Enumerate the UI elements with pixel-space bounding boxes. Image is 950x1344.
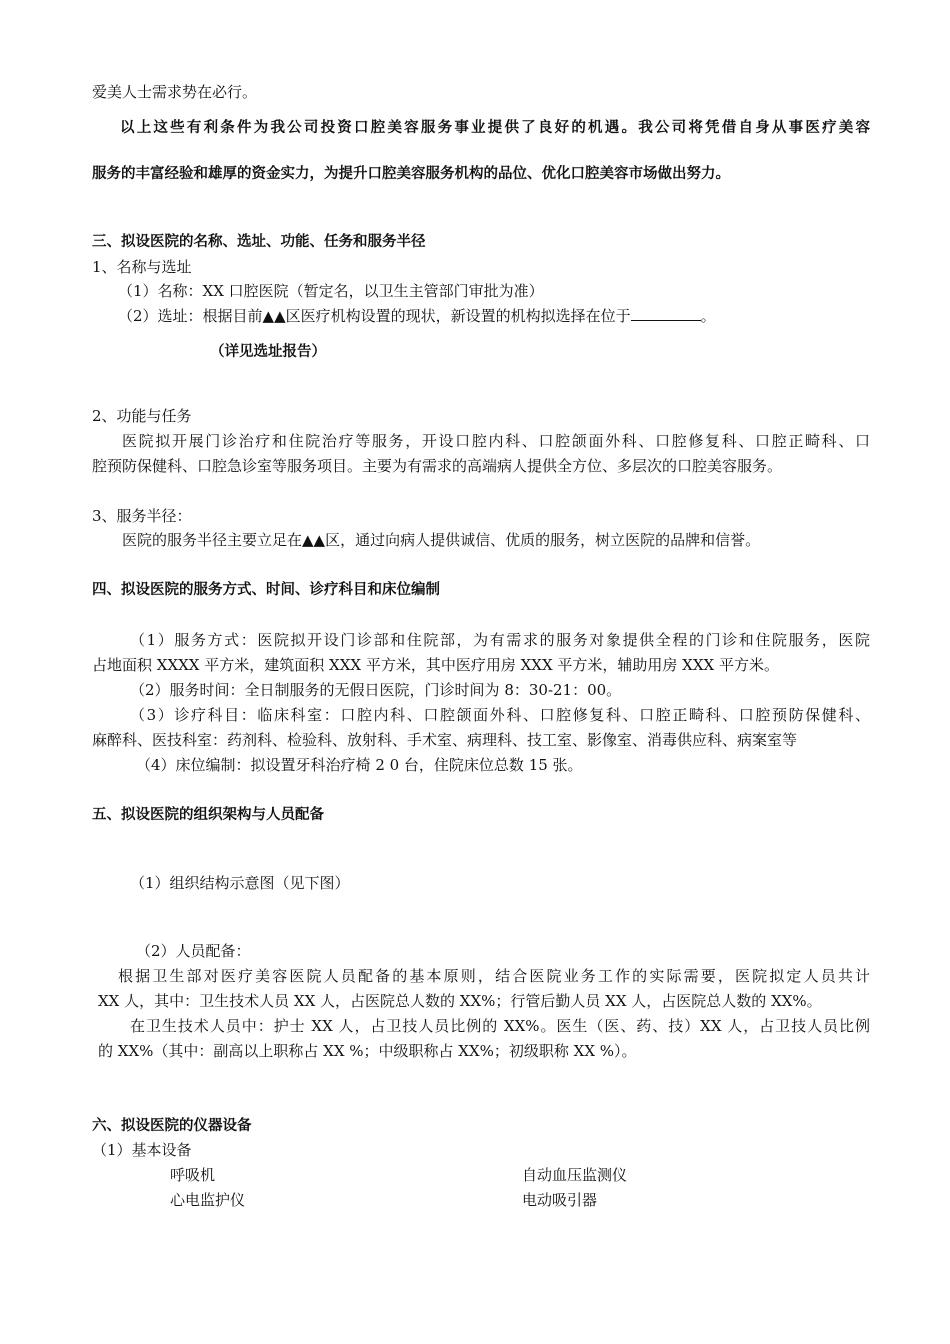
equipment-item: 心电监护仪 (170, 1191, 246, 1209)
section-heading: 四、拟设医院的服务方式、时间、诊疗科目和床位编制 (92, 582, 440, 598)
paragraph-line: 爱美人士需求势在必行。 (92, 83, 258, 101)
subsection-heading: 1、名称与选址 (92, 258, 192, 276)
paragraph-line: 服务的丰富经验和雄厚的资金实力，为提升口腔美容服务机构的品位、优化口腔美容市场做出努力。 (92, 166, 730, 182)
paragraph-line: 占地面积 XXXX 平方米，建筑面积 XXX 平方米，其中医疗用房 XXX 平方米，辅助用房 XXX 平方米。 (92, 656, 779, 674)
paragraph-line: 医院的服务半径主要立足在▲▲区，通过向病人提供诚信、优质的服务，树立医院的品牌和信誉。 (122, 531, 761, 549)
equipment-item: 自动血压监测仪 (522, 1166, 628, 1184)
list-item-text: 。 (700, 307, 716, 325)
section-heading: 五、拟设医院的组织架构与人员配备 (92, 807, 324, 823)
section-heading: 三、拟设医院的名称、选址、功能、任务和服务半径 (92, 234, 426, 250)
list-item: （1）名称：XX 口腔医院（暂定名，以卫生主管部门审批为准） (118, 282, 544, 300)
paragraph-line: 在卫生技术人员中：护士 XX 人，占卫技人员比例的 XX%。医生（医、药、技）XX 人，占卫技人员比例 (130, 1017, 870, 1035)
subsection-heading: （1）基本设备 (92, 1141, 192, 1159)
paragraph-line: （1）组织结构示意图（见下图） (130, 874, 350, 892)
paragraph-line: （1）服务方式：医院拟开设门诊部和住院部，为有需求的服务对象提供全程的门诊和住院服务，医院 (130, 631, 870, 649)
equipment-item: 电动吸引器 (522, 1191, 598, 1209)
list-item-text: （2）选址：根据目前▲▲区医疗机构设置的现状，新设置的机构拟选择在位于 (118, 307, 631, 325)
subsection-heading: 3、服务半径： (92, 507, 192, 525)
section-heading: 六、拟设医院的仪器设备 (92, 1118, 252, 1134)
note-text: （详见选址报告） (210, 344, 326, 360)
paragraph-line: （2）服务时间：全日制服务的无假日医院，门诊时间为 8：30-21：00。 (130, 681, 622, 699)
list-item (118, 306, 716, 326)
paragraph-line: （2）人员配备： (136, 942, 251, 960)
paragraph-line: 腔预防保健科、口腔急诊室等服务项目。主要为有需求的高端病人提供全方位、多层次的口腔美容服务。 (92, 457, 783, 475)
paragraph-line: 以上这些有利条件为我公司投资口腔美容服务事业提供了良好的机遇。我公司将凭借自身从事医疗美容 (120, 120, 870, 136)
paragraph-line: （4）床位编制：拟设置牙科治疗椅 2 0 台，住院床位总数 15 张。 (136, 756, 583, 774)
subsection-heading: 2、功能与任务 (92, 407, 192, 425)
paragraph-line: 麻醉科、医技科室：药剂科、检验科、放射科、手术室、病理科、技工室、影像室、消毒供应科、病案室等 (92, 731, 798, 749)
paragraph-line: 根据卫生部对医疗美容医院人员配备的基本原则，结合医院业务工作的实际需要，医院拟定人员共计 (118, 967, 870, 985)
paragraph-line: （3）诊疗科目：临床科室：口腔内科、口腔颌面外科、口腔修复科、口腔正畸科、口腔预防保健科、 (130, 706, 870, 724)
equipment-item: 呼吸机 (170, 1166, 216, 1184)
paragraph-line: 医院拟开展门诊治疗和住院治疗等服务，开设口腔内科、口腔颌面外科、口腔修复科、口腔正畸科、口 (122, 432, 870, 450)
fill-in-blank (631, 306, 701, 321)
paragraph-line: XX 人，其中：卫生技术人员 XX 人，占医院总人数的 XX%；行管后勤人员 XX 人，占医院总人数的 XX%。 (98, 992, 822, 1010)
paragraph-line: 的 XX%（其中：副高以上职称占 XX %；中级职称占 XX%；初级职称 XX %）。 (98, 1042, 637, 1060)
